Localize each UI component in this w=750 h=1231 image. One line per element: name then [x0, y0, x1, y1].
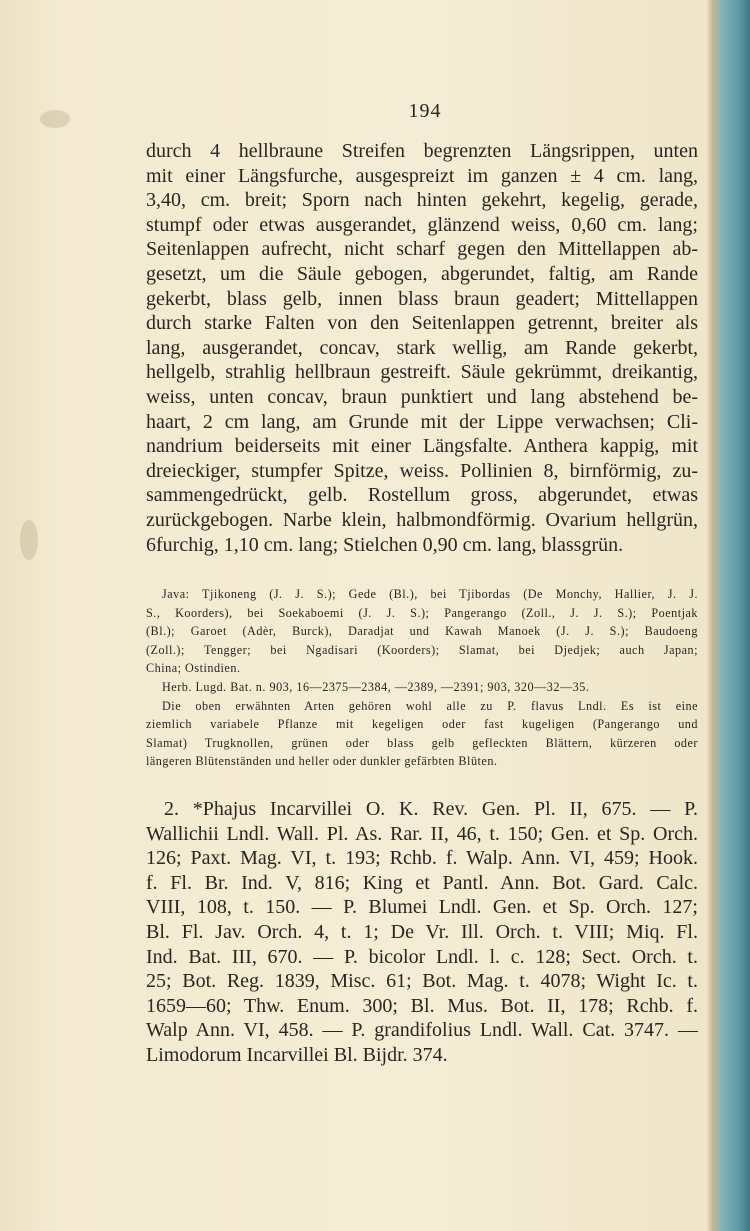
page-number: 194: [408, 100, 442, 122]
text-line: sammengedrückt, gelb. Rostellum gross, abgerundet, etwas: [146, 484, 698, 507]
note-line: Slamat) Trugknollen, grünen oder blass gelb gefleckten Blättern, kürzeren oder: [146, 735, 698, 750]
text-line: mit einer Längsfurche, ausgespreizt im ganzen ± 4 cm. lang,: [146, 164, 698, 187]
main-text-block: [146, 139, 698, 557]
text-line: hellgelb, strahlig hellbraun gestreift. Säule gekrümmt, dreikantig,: [146, 361, 698, 384]
species-line: 126; Paxt. Mag. VI, t. 193; Rchb. f. Walp. Ann. VI, 459; Hook.: [146, 847, 698, 870]
text-line: durch 4 hellbraune Streifen begrenzten Längsrippen, unten: [146, 140, 698, 162]
species-line: Bl. Fl. Jav. Orch. 4, t. 1; De Vr. Ill. Orch. t. VIII; Miq. Fl.: [146, 920, 698, 943]
text-line: durch starke Falten von den Seitenlappen getrennt, breiter als: [146, 312, 698, 335]
species-line: 2. *Phajus Incarvillei O. K. Rev. Gen. Pl. II, 675. — P.: [164, 798, 698, 820]
text-line: Seitenlappen aufrecht, nicht scharf gegen den Mittellappen ab-: [146, 238, 698, 261]
text-line: gesetzt, um die Säule gebogen, abgerundet, faltig, am Rande: [146, 262, 698, 285]
distribution-line: China; Ostindien.: [146, 661, 241, 676]
species-2-block: [146, 797, 698, 1068]
herbarium-line: Herb. Lugd. Bat. n. 903, 16—2375—2384, —2389, —2391; 903, 320—32—35.: [162, 679, 590, 694]
paper-stain: [20, 520, 38, 560]
distribution-block: [146, 585, 698, 771]
species-line: Wallichii Lndl. Wall. Pl. As. Rar. II, 46, t. 150; Gen. et Sp. Orch.: [146, 822, 698, 845]
note-line: längeren Blütenständen und heller oder dunkler gefärbten Blüten.: [146, 754, 498, 769]
note-line: ziemlich variabele Pflanze mit kegeligen oder fast kugeligen (Pangerango und: [146, 717, 698, 732]
distribution-line: (Bl.); Garoet (Adèr, Burck), Daradjat und Kawah Manoek (J. J. S.); Baudoeng: [146, 624, 698, 639]
text-line: weiss, unten concav, braun punktiert und lang abstehend be-: [146, 385, 698, 408]
text-line: lang, ausgerandet, concav, stark wellig, am Rande gekerbt,: [146, 336, 698, 359]
text-line: stumpf oder etwas ausgerandet, glänzend weiss, 0,60 cm. lang;: [146, 213, 698, 236]
species-line: Ind. Bat. III, 670. — P. bicolor Lndl. l. c. 128; Sect. Orch. t.: [146, 945, 698, 968]
species-line: 25; Bot. Reg. 1839, Misc. 61; Bot. Mag. t. 4078; Wight Ic. t.: [146, 970, 698, 993]
text-line: haart, 2 cm lang, am Grunde mit der Lippe verwachsen; Cli-: [146, 410, 698, 433]
text-line: 6furchig, 1,10 cm. lang; Stielchen 0,90 cm. lang, blassgrün.: [146, 533, 624, 556]
text-line: zurückgebogen. Narbe klein, halbmondförmig. Ovarium hellgrün,: [146, 508, 698, 531]
species-line: VIII, 108, t. 150. — P. Blumei Lndl. Gen. et Sp. Orch. 127;: [146, 896, 698, 919]
species-line: 1659—60; Thw. Enum. 300; Bl. Mus. Bot. II, 178; Rchb. f.: [146, 994, 698, 1017]
text-line: 3,40, cm. breit; Sporn nach hinten gekehrt, kegelig, gerade,: [146, 189, 698, 212]
note-line: Die oben erwähnten Arten gehören wohl alle zu P. flavus Lndl. Es ist eine: [162, 698, 698, 713]
text-line: gekerbt, blass gelb, innen blass braun geadert; Mittellappen: [146, 287, 698, 310]
species-line: Walp Ann. VI, 458. — P. grandifolius Lndl. Wall. Cat. 3747. —: [146, 1019, 698, 1042]
text-line: nandrium beiderseits mit einer Längsfalte. Anthera kappig, mit: [146, 435, 698, 458]
distribution-line: (Zoll.); Tengger; bei Ngadisari (Koorders); Slamat, bei Djedjek; auch Japan;: [146, 642, 698, 657]
book-spine: [712, 0, 750, 1231]
species-line: f. Fl. Br. Ind. V, 816; King et Pantl. Ann. Bot. Gard. Calc.: [146, 871, 698, 894]
species-line: Limodorum Incarvillei Bl. Bijdr. 374.: [146, 1043, 448, 1066]
distribution-line: S., Koorders), bei Soekaboemi (J. J. S.); Pangerango (Zoll., J. J. S.); Poentjak: [146, 605, 698, 620]
text-line: dreieckiger, stumpfer Spitze, weiss. Pollinien 8, birnförmig, zu-: [146, 459, 698, 482]
distribution-line: Java: Tjikoneng (J. J. S.); Gede (Bl.), bei Tjibordas (De Monchy, Hallier, J. J.: [162, 587, 698, 601]
